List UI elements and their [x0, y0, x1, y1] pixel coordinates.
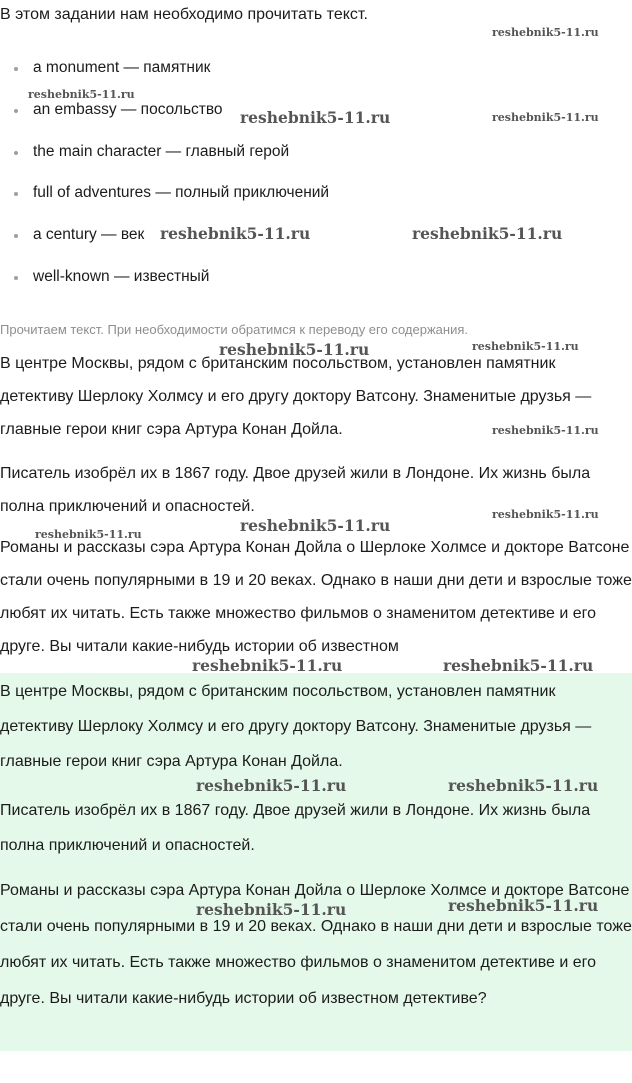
watermark: reshebnik5-11.ru	[412, 224, 563, 243]
translation-paragraph-1: В центре Москвы, рядом с британским посольством, установлен памятник детективу Шерлоку Холмсу и его другу доктору Ватсону. Знаменитые друзья — главные герои книг сэра Артура Конан Дойла.	[0, 683, 592, 770]
intro-text: В этом задании нам необходимо прочитать текст.	[0, 6, 368, 23]
watermark: reshebnik5-11.ru	[240, 108, 391, 127]
bullet-icon	[14, 109, 18, 113]
watermark: reshebnik5-11.ru	[472, 340, 579, 353]
reading-note: Прочитаем текст. При необходимости обратимся к переводу его содержания.	[0, 322, 468, 337]
watermark: reshebnik5-11.ru	[240, 516, 391, 535]
watermark: reshebnik5-11.ru	[196, 900, 347, 919]
original-paragraph-3: Романы и рассказы сэра Артура Конан Дойла о Шерлоке Холмсе и докторе Ватсоне стали очень популярными в 19 и 20 веках. Однако в наши дни дети и взрослые тоже любят их читать. Есть также множество фильмов о знаменитом детективе и его друге. Вы читали какие-нибудь истории об известном	[0, 539, 632, 655]
bullet-icon	[14, 192, 18, 196]
original-paragraph-2: Писатель изобрёл их в 1867 году. Двое друзей жили в Лондоне. Их жизнь была полна приключений и опасностей.	[0, 465, 591, 515]
bullet-icon	[14, 276, 18, 280]
watermark: reshebnik5-11.ru	[492, 508, 599, 521]
translation-paragraph-2: Писатель изобрёл их в 1867 году. Двое друзей жили в Лондоне. Их жизнь была полна приключений и опасностей.	[0, 802, 591, 854]
watermark: reshebnik5-11.ru	[492, 424, 599, 437]
watermark: reshebnik5-11.ru	[492, 26, 599, 39]
watermark: reshebnik5-11.ru	[448, 896, 599, 915]
watermark: reshebnik5-11.ru	[196, 776, 347, 795]
watermark: reshebnik5-11.ru	[448, 776, 599, 795]
watermark: reshebnik5-11.ru	[35, 528, 142, 541]
watermark: reshebnik5-11.ru	[28, 88, 135, 101]
watermark: reshebnik5-11.ru	[192, 656, 343, 675]
watermark: reshebnik5-11.ru	[443, 656, 594, 675]
bullet-icon	[14, 234, 18, 238]
original-paragraph-1: В центре Москвы, рядом с британским посольством, установлен памятник детективу Шерлоку Холмсу и его другу доктору Ватсону. Знаменитые друзья — главные герои книг сэра Артура Конан Дойла.	[0, 355, 592, 438]
watermark: reshebnik5-11.ru	[492, 111, 599, 124]
watermark: reshebnik5-11.ru	[160, 224, 311, 243]
bullet-icon	[14, 67, 18, 71]
watermark: reshebnik5-11.ru	[219, 340, 370, 359]
translation-paragraph-3: Романы и рассказы сэра Артура Конан Дойла о Шерлоке Холмсе и докторе Ватсоне стали очень популярными в 19 и 20 веках. Однако в наши дни дети и взрослые тоже любят их читать. Есть также множество фильмов о знаменитом детективе и его друге. Вы читали какие-нибудь истории об известном детективе?	[0, 882, 632, 1007]
bullet-icon	[14, 151, 18, 155]
